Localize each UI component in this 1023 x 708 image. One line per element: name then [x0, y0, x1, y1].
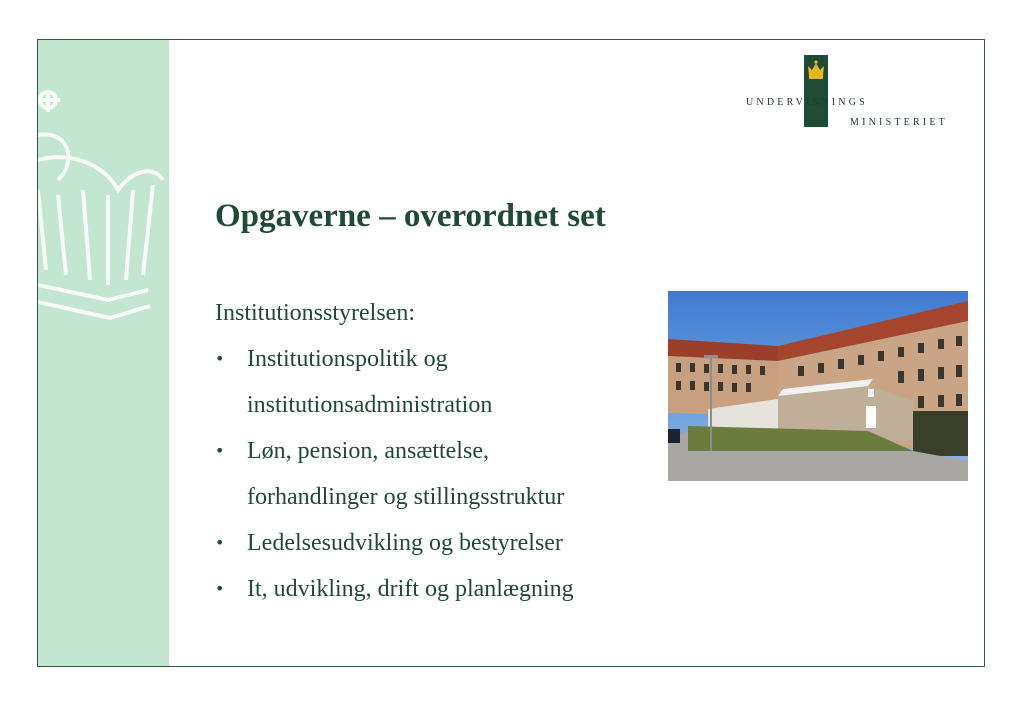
bullet-item — [215, 520, 685, 566]
bullet-line: It, udvikling, drift og planlægning — [247, 576, 574, 602]
bullet-item — [215, 566, 685, 612]
slide-title: Opgaverne – overordnet set — [215, 198, 606, 234]
bullet-icon: • — [215, 349, 225, 368]
intro-text: Institutionsstyrelsen: — [215, 300, 415, 326]
crown-watermark-icon — [38, 40, 169, 340]
crown-icon — [807, 60, 825, 80]
building-photo — [668, 291, 968, 481]
bullet-icon: • — [215, 579, 225, 598]
bullet-item — [215, 428, 685, 520]
side-band — [38, 40, 169, 666]
bullet-line: Løn, pension, ansættelse, — [247, 438, 489, 464]
bullet-line: forhandlinger og stillingsstruktur — [247, 484, 565, 510]
bullet-line: institutionsadministration — [247, 392, 493, 418]
logo-line-2: MINISTERIET — [850, 117, 948, 128]
slide-body — [215, 290, 685, 612]
bullet-item — [215, 336, 685, 428]
bullet-line: Institutionspolitik og — [247, 346, 448, 372]
ministry-logo — [746, 55, 966, 135]
slide — [37, 39, 985, 667]
bullet-icon: • — [215, 441, 225, 460]
bullet-line: Ledelsesudvikling og bestyrelser — [247, 530, 563, 556]
bullet-icon: • — [215, 533, 225, 552]
logo-block — [804, 55, 828, 127]
logo-line-1: UNDERVISNINGS — [746, 97, 868, 108]
